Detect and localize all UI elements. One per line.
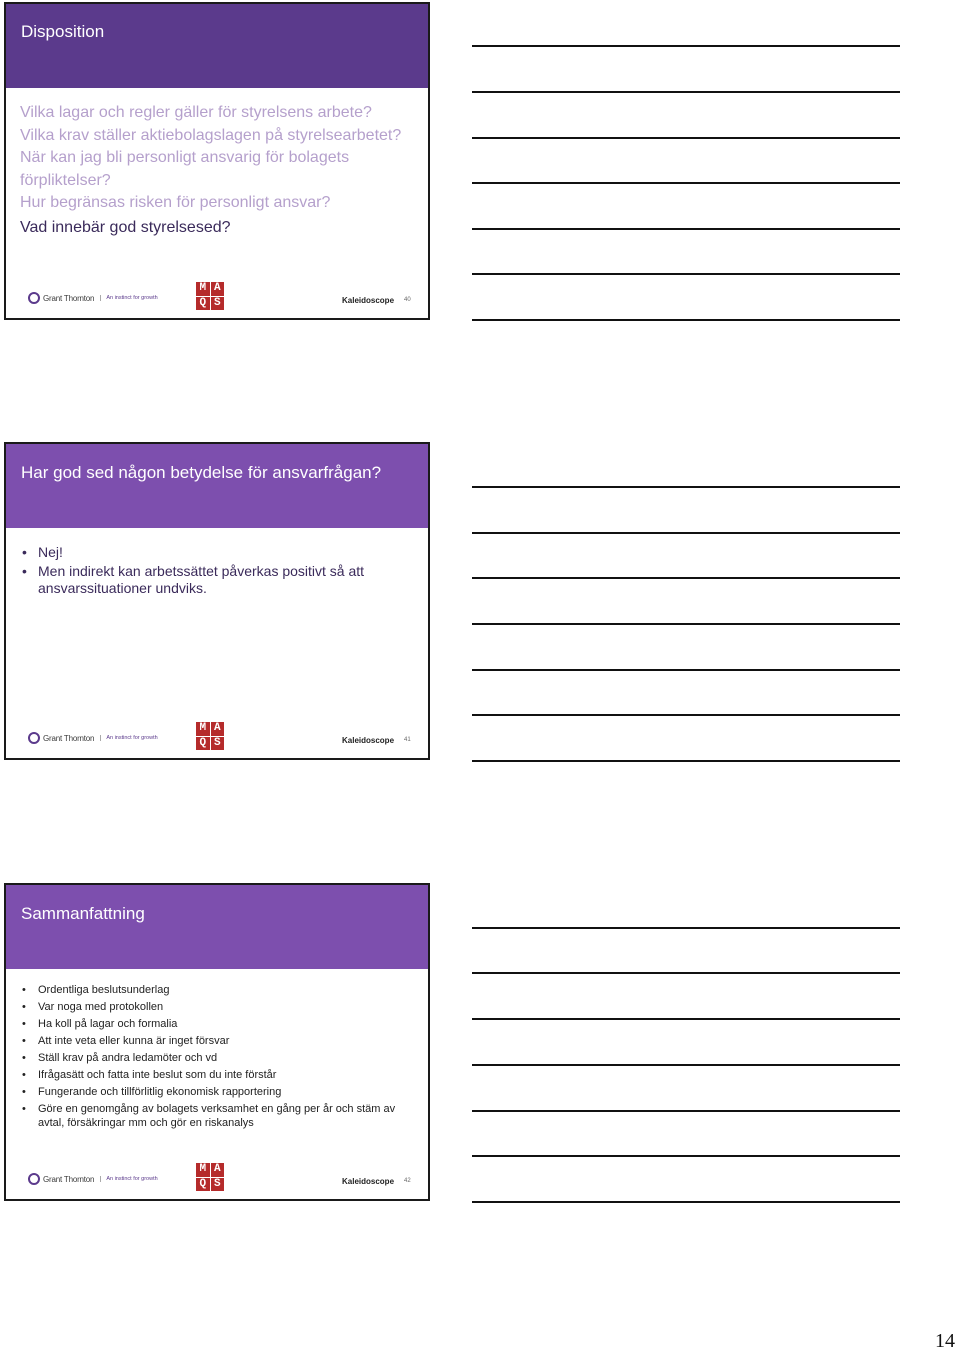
kaleidoscope-logo: Kaleidoscope bbox=[342, 736, 395, 745]
grant-thornton-logo bbox=[28, 732, 158, 744]
list-item: Vilka lagar och regler gäller för styrelsens arbete? bbox=[20, 104, 372, 121]
slide-title: Har god sed någon betydelse för ansvarfrågan? bbox=[21, 463, 382, 482]
maqs-logo: M A Q S bbox=[196, 722, 224, 750]
slide-body bbox=[20, 102, 420, 239]
grant-thornton-icon bbox=[28, 292, 40, 304]
slide-title: Sammanfattning bbox=[21, 904, 145, 923]
slide-footer bbox=[6, 720, 428, 758]
kaleidoscope-logo: Kaleidoscope bbox=[342, 1177, 395, 1186]
grant-thornton-logo bbox=[28, 1173, 158, 1185]
list-item: • Att inte veta eller kunna är inget försvar bbox=[20, 1034, 415, 1048]
list-item: • Ordentliga beslutsunderlag bbox=[20, 983, 415, 997]
logo-text: Grant Thornton bbox=[43, 1174, 95, 1184]
slide-42 bbox=[4, 883, 430, 1201]
note-line bbox=[472, 623, 900, 625]
note-line bbox=[472, 760, 900, 762]
list-item: Hur begränsas risken för personligt ansvar? bbox=[20, 194, 331, 211]
note-line bbox=[472, 972, 900, 974]
logo-tagline: An instinct for growth bbox=[100, 295, 157, 301]
slide-40 bbox=[4, 2, 430, 320]
note-line bbox=[472, 1110, 900, 1112]
list-item: • Var noga med protokollen bbox=[20, 1000, 415, 1014]
list-item: Vad innebär god styrelsesed? bbox=[20, 218, 231, 236]
note-line bbox=[472, 137, 900, 139]
note-line bbox=[472, 1064, 900, 1066]
bullet-list bbox=[20, 544, 415, 599]
maqs-logo: M A Q S bbox=[196, 1163, 224, 1191]
slide-title: Disposition bbox=[21, 22, 105, 41]
list-item: • Men indirekt kan arbetssättet påverkas positivt så att ansvarssituationer undviks. bbox=[20, 563, 415, 597]
note-line bbox=[472, 228, 900, 230]
list-item: • Ställ krav på andra ledamöter och vd bbox=[20, 1051, 415, 1065]
logo-tagline: An instinct for growth bbox=[100, 735, 157, 741]
list-item: • Fungerande och tillförlitlig ekonomisk rapportering bbox=[20, 1085, 415, 1099]
list-item: När kan jag bli personligt ansvarig för bolagets förpliktelser? bbox=[20, 149, 350, 189]
slide-number: 41 bbox=[404, 737, 411, 743]
slide-footer bbox=[6, 1161, 428, 1199]
grant-thornton-logo bbox=[28, 292, 158, 304]
logo-tagline: An instinct for growth bbox=[100, 1176, 157, 1182]
slide-header bbox=[6, 885, 428, 969]
note-line bbox=[472, 669, 900, 671]
note-line bbox=[472, 1018, 900, 1020]
note-line bbox=[472, 319, 900, 321]
grant-thornton-icon bbox=[28, 1173, 40, 1185]
slide-header bbox=[6, 444, 428, 528]
logo-text: Grant Thornton bbox=[43, 733, 95, 743]
slide-footer bbox=[6, 280, 428, 318]
bullet-list bbox=[20, 983, 415, 1133]
note-line bbox=[472, 532, 900, 534]
note-line bbox=[472, 91, 900, 93]
note-line bbox=[472, 577, 900, 579]
note-line bbox=[472, 1201, 900, 1203]
page-number: 14 bbox=[935, 1330, 955, 1352]
note-line bbox=[472, 1155, 900, 1157]
logo-text: Grant Thornton bbox=[43, 293, 95, 303]
note-line bbox=[472, 273, 900, 275]
list-item: Vilka krav ställer aktiebolagslagen på styrelsearbetet? bbox=[20, 126, 402, 144]
list-item: • Ha koll på lagar och formalia bbox=[20, 1017, 415, 1031]
note-line bbox=[472, 45, 900, 47]
slide-number: 40 bbox=[404, 297, 411, 303]
note-line bbox=[472, 182, 900, 184]
slide-header bbox=[6, 4, 428, 88]
note-line bbox=[472, 486, 900, 488]
grant-thornton-icon bbox=[28, 732, 40, 744]
maqs-logo: M A Q S bbox=[196, 282, 224, 310]
list-item: • Göre en genomgång av bolagets verksamhet en gång per år och stäm av avtal, försäkringar mm och gör en riskanalys bbox=[20, 1102, 415, 1130]
note-line bbox=[472, 714, 900, 716]
slide-number: 42 bbox=[404, 1178, 411, 1184]
kaleidoscope-logo: Kaleidoscope bbox=[342, 296, 395, 305]
list-item: • Nej! bbox=[20, 544, 415, 561]
list-item: • Ifrågasätt och fatta inte beslut som du inte förstår bbox=[20, 1068, 415, 1082]
slide-41 bbox=[4, 442, 430, 760]
note-line bbox=[472, 927, 900, 929]
